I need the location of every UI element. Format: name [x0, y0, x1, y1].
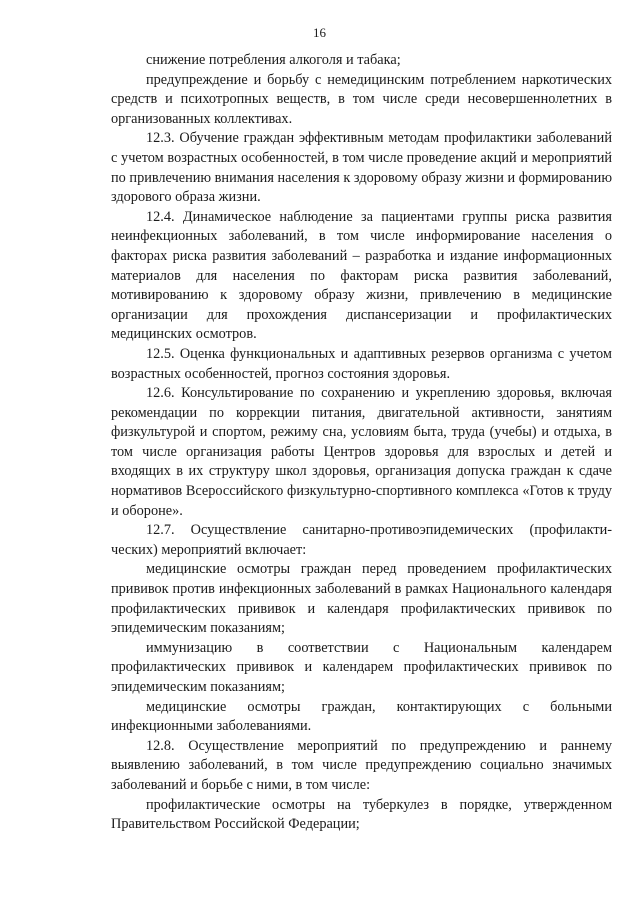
- paragraph-drug-prevention: предупреждение и борьбу с немедицинским потреблением наркотических средств и психотропных веществ, в том числе среди несовершеннолетних в организованных коллективах.: [111, 71, 612, 127]
- paragraph-tuberculosis: профилактические осмотры на туберкулез в порядке, утвержденном Правительством Российской Федерации;: [111, 796, 612, 833]
- document-body: [111, 51, 612, 835]
- paragraph-12-3: 12.3. Обучение граждан эффективным методам профилактики заболеваний с учетом возрастных особенностей, в том числе проведение акций и мероприятий по привлечению внимания населения к здоровому образу жизни и формированию здорового образа жизни.: [111, 130, 612, 206]
- paragraph-medical-exams-vaccination: медицинские осмотры граждан перед проведением профилактических прививок против инфекционных заболеваний в рамках Национального календаря профилактических прививок и календаря профилактических прививок по эпидемическим показаниям;: [111, 561, 612, 637]
- paragraph-12-8: 12.8. Осуществление мероприятий по предупреждению и раннему выявлению заболеваний, в том числе предупреждению социально значимых заболеваний и борьбе с ними, в том числе:: [111, 737, 612, 793]
- paragraph-alcohol-tobacco: снижение потребления алкоголя и табака;: [146, 52, 401, 68]
- paragraph-12-7: 12.7. Осуществление санитарно-противоэпидемических (профилакти-ческих) мероприятий включает:: [111, 522, 612, 558]
- paragraph-immunization: иммунизацию в соответствии с Национальным календарем профилактических прививок и календарем профилактических прививок по эпидемическим показаниям;: [111, 639, 612, 695]
- paragraph-contact-exams: медицинские осмотры граждан, контактирующих с больными инфекционными заболеваниями.: [111, 698, 612, 735]
- paragraph-12-4: 12.4. Динамическое наблюдение за пациентами группы риска развития неинфекционных заболеваний, в том числе информирование населения о факторах риска развития заболеваний – разработка и издание информационных материалов для населения по факторам риска развития заболеваний, мотивированию к здоровому образу жизни, привлечению в медицинские организации для прохождения диспансеризации и профилактических медицинских осмотров.: [111, 208, 612, 343]
- paragraph-12-6: 12.6. Консультирование по сохранению и укреплению здоровья, включая рекомендации по коррекции питания, двигательной активности, занятиям физкультурой и спортом, режиму сна, условиям быта, труда (учебы) и отдыха, в том числе организация работы Центров здоровья для взрослых и детей и входящих в их структуру школ здоровья, организация допуска граждан к сдаче нормативов Всероссийского физкультурно-спортивного комплекса «Готов к труду и обороне».: [111, 385, 612, 519]
- page-number: 16: [313, 25, 326, 40]
- paragraph-12-5: 12.5. Оценка функциональных и адаптивных резервов организма с учетом возрастных особенностей, прогноз состояния здоровья.: [111, 345, 612, 382]
